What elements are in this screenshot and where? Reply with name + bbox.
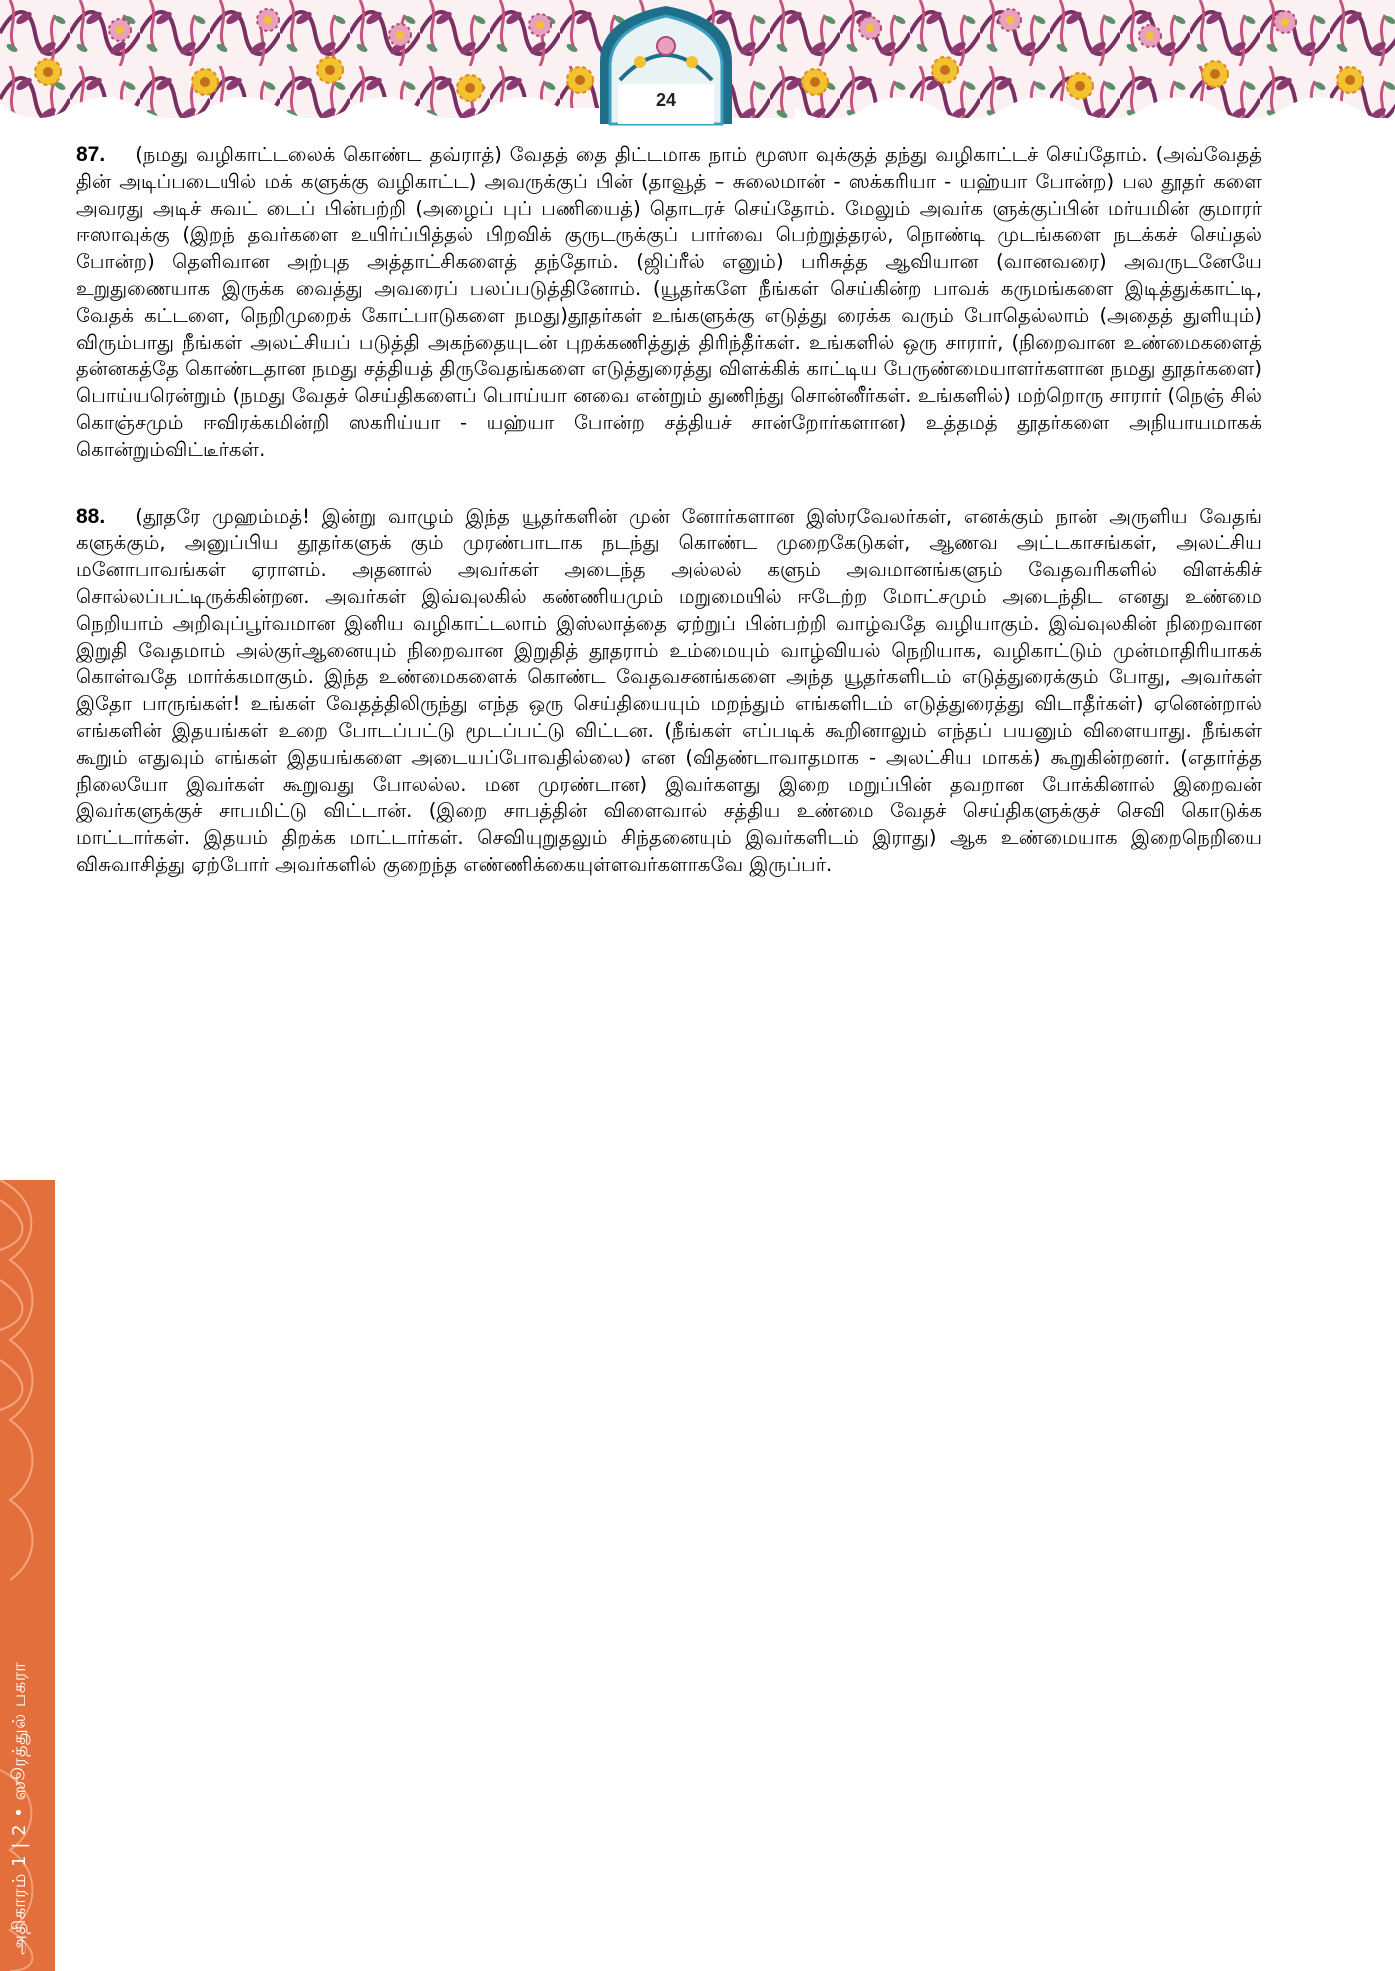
verse-number: 87. bbox=[76, 143, 106, 166]
verse-88 bbox=[76, 504, 1262, 879]
header-ornament-band bbox=[0, 0, 1395, 132]
verse-text: (தூதரே முஹம்மத்! இன்று வாழும் இந்த யூதர்களின் முன் னோர்களான இஸ்ரவேலர்கள், எனக்கும் நான் அருளிய வேதங் களுக்கும், அனுப்பிய தூதர்களுக் கும் முரண்பாடாக நடந்து கொண்ட முறைகேடுகள், ஆணவ அட்டகாசங்கள், அலட்சிய மனோபாவங்கள் ஏராளம். அதனால் அவர்கள் அடைந்த அல்லல் களும் அவமானங்களும் வேதவரிகளில் விளக்கிச் சொல்லப்பட்டிருக்கின்றன. அவர்கள் இவ்வுலகில் கண்ணியமும் மறுமையில் ஈடேற்ற மோட்சமும் அடைந்திட எனது உண்மை நெறியாம் அறிவுப்பூர்வமான இனிய வழிகாட்டலாம் இஸ்லாத்தை ஏற்றுப் பின்பற்றி வாழ்வதே வழியாகும். இவ்வுலகின் நிறைவான இறுதி வேதமாம் அல்குர்ஆனையும் நிறைவான இறுதித் தூதராம் உம்மையும் வாழ்வியல் நெறியாக, வழிகாட்டும் முன்மாதிரியாகக் கொள்வதே மார்க்கமாகும். இந்த உண்மைகளைக் கொண்ட வேதவசனங்களை அந்த யூதர்களிடம் எடுத்துரைக்கும் போது, அவர்கள் இதோ பாருங்கள்! உங்கள் வேதத்திலிருந்து எந்த ஒரு செய்தியையும் மறந்தும் எங்களிடம் எடுத்துரைத்து விடாதீர்கள்) ஏனென்றால் எங்களின் இதயங்கள் உறை போடப்பட்டு மூடப்பட்டு விட்டன. (நீங்கள் எப்படிக் கூறினாலும் எந்தப் பயனும் விளையாது. நீங்கள் கூறும் எதுவும் எங்கள் இதயங்களை அடையப்போவதில்லை) என (விதண்டாவாதமாக - அலட்சிய மாகக்) கூறுகின்றனர். (எதார்த்த நிலையோ இவர்கள் கூறுவது போலல்ல. மன முரண்டான) இவர்களது இறை மறுப்பின் தவறான போக்கினால் இறைவன் இவர்களுக்குச் சாபமிட்டு விட்டான். (இறை சாபத்தின் விளைவால் சத்திய உண்மை வேதச் செய்திகளுக்குச் செவி கொடுக்க மாட்டார்கள். இதயம் திறக்க மாட்டார்கள். செவியுறுதலும் சிந்தனையும் இவர்களிடம் இராது) ஆக உண்மையாக இறைநெறியை விசுவாசித்து ஏற்போர் அவர்களில் குறைந்த எண்ணிக்கையுள்ளவர்களாகவே இருப்பர். bbox=[76, 504, 1262, 876]
chapter-sidebar bbox=[0, 1180, 55, 1971]
verse-text: (நமது வழிகாட்டலைக் கொண்ட தவ்ராத்) வேதத் தை திட்டமாக நாம் மூஸா வுக்குத் தந்து வழிகாட்டச் செய்தோம். (அவ்வேதத் தின் அடிப்படையில் மக் களுக்கு வழிகாட்ட) அவருக்குப் பின் (தாவூத் – சுலைமான் - ஸக்கரியா - யஹ்யா போன்ற) பல தூதர் களை அவரது அடிச் சுவட் டைப் பின்பற்றி (அழைப் புப் பணியைத்) தொடரச் செய்தோம். மேலும் அவர்க ளுக்குப்பின் மர்யமின் குமாரர் ஈஸாவுக்கு (இறந் தவர்களை உயிர்ப்பித்தல் பிறவிக் குருடருக்குப் பார்வை பெற்றுத்தரல், நொண்டி முடங்களை நடக்கச் செய்தல் போன்ற) தெளிவான அற்புத அத்தாட்சிகளைத் தந்தோம். (ஜிப்ரீல் எனும்) பரிசுத்த ஆவியான (வானவரை) அவருடனேயே உறுதுணையாக இருக்க வைத்து அவரைப் பலப்படுத்தினோம். (யூதர்களே நீங்கள் செய்கின்ற பாவக் கருமங்களை இடித்துக்காட்டி, வேதக் கட்டளை, நெறிமுறைக் கோட்பாடுகளை நமது)தூதர்கள் உங்களுக்கு எடுத்து ரைக்க வரும் போதெல்லாம் (அதைத் துளியும்) விரும்பாது நீங்கள் அலட்சியப் படுத்தி அகந்தையுடன் புறக்கணித்துத் திரிந்தீர்கள். உங்களில் ஒரு சாரார், (நிறைவான உண்மைகளைத் தன்னகத்தே கொண்டதான நமது சத்தியத் திருவேதங்களை எடுத்துரைத்து விளக்கிக் காட்டிய பேருண்மையாளர்களான நமது தூதர்களை) பொய்யரென்றும் (நமது வேதச் செய்திகளைப் பொய்யா னவை என்றும் துணிந்து சொன்னீர்கள். உங்களில்) மற்றொரு சாரார் (நெஞ் சில் கொஞ்சமும் ஈவிரக்கமின்றி ஸகரிய்யா - யஹ்யா போன்ற சத்தியச் சான்றோர்களான) உத்தமத் தூதர்களை அநியாயமாகக் கொன்றும்விட்டீர்கள். bbox=[76, 143, 1262, 461]
verse-number: 88. bbox=[76, 504, 106, 528]
page-number: 24 bbox=[655, 90, 677, 110]
verse-87 bbox=[76, 142, 1262, 464]
chapter-label: அதிகாரம் 1 | 2 • ஸூரத்துல் பகரா bbox=[9, 1661, 30, 1955]
page-body bbox=[76, 142, 1262, 919]
